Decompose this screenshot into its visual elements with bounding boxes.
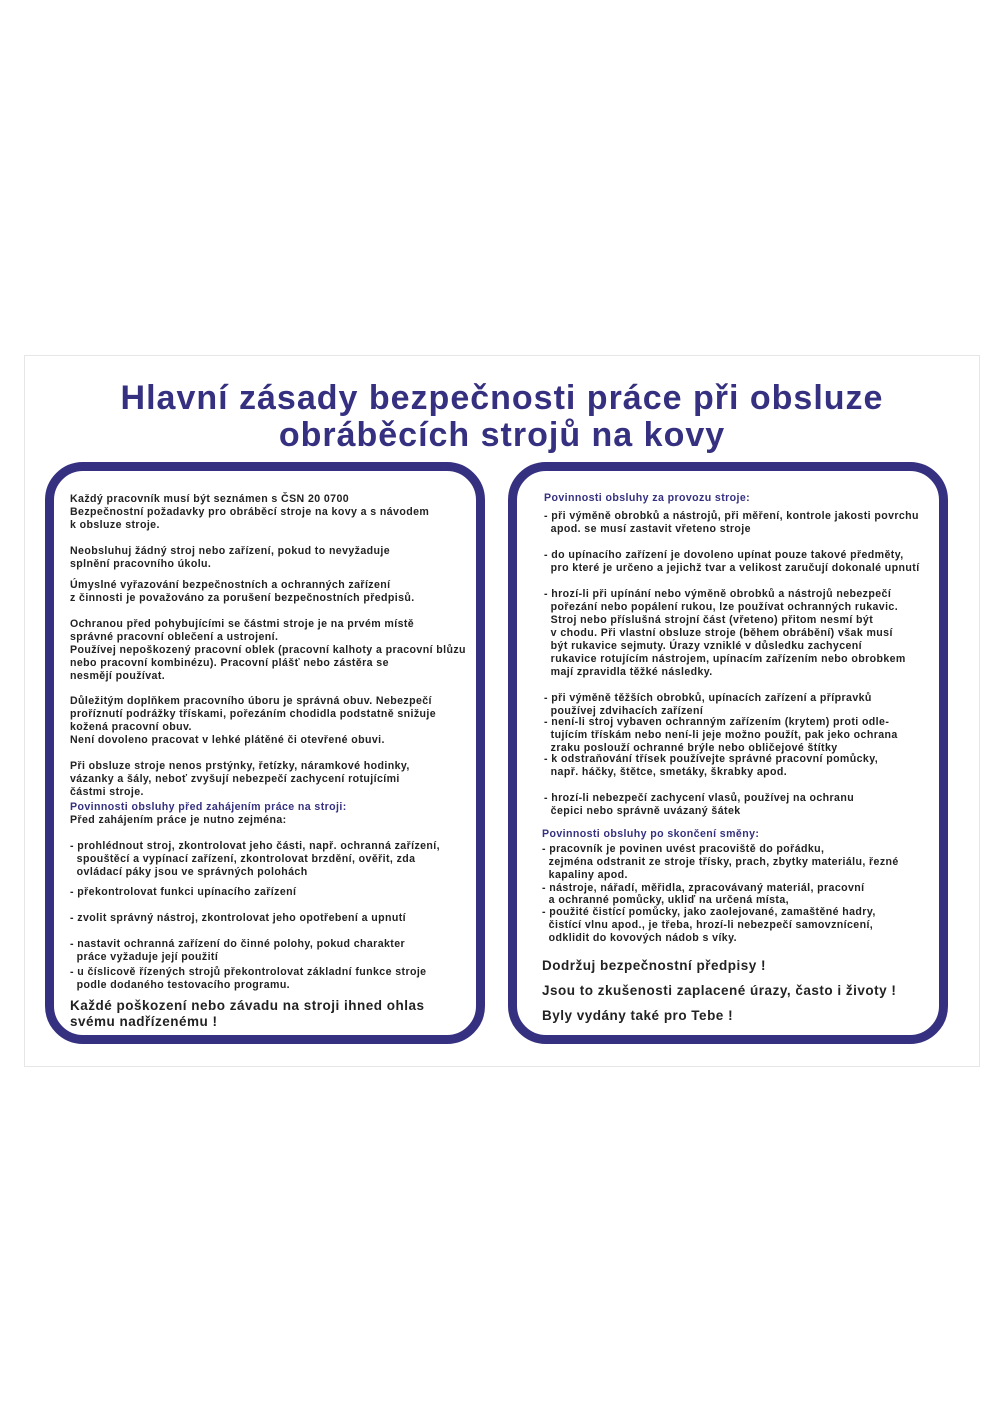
- list-item: - překontrolovat funkci upínacího zařízení: [70, 886, 297, 898]
- closing-notice: Byly vydány také pro Tebe !: [542, 1008, 734, 1023]
- closing-notice: Jsou to zkušenosti zaplacené úrazy, často i životy !: [542, 983, 897, 998]
- list-item: - nástroje, nářadí, měřidla, zpracovávaný materiál, pracovní: [542, 882, 865, 894]
- text-line: nebo pracovní kombinézu). Pracovní plášť nebo zástěra se: [70, 657, 389, 669]
- list-item: - hrozí-li nebezpečí zachycení vlasů, používej na ochranu: [544, 792, 855, 804]
- section-heading: Povinnosti obsluhy za provozu stroje:: [544, 492, 751, 504]
- left-panel: [45, 462, 485, 1044]
- list-item: - do upínacího zařízení je dovoleno upínat pouze takové předměty,: [544, 549, 904, 561]
- text-line: tujícím třískám nebo není-li jeje možno použít, pak jeko ochrana: [544, 729, 898, 741]
- text-line: Důležitým doplňkem pracovního úboru je správná obuv. Nebezpečí: [70, 695, 432, 707]
- section-heading: Povinnosti obsluhy před zahájením práce na stroji:: [70, 801, 347, 813]
- list-item: - prohlédnout stroj, zkontrolovat jeho části, např. ochranná zařízení,: [70, 840, 440, 852]
- list-item: - použité čistící pomůcky, jako zaolejované, zamaštěné hadry,: [542, 906, 876, 918]
- text-line: být rukavice sejmuty. Úrazy vzniklé v důsledku zachycení: [544, 640, 862, 652]
- text-line: z činnosti je považováno za porušení bezpečnostních předpisů.: [70, 592, 415, 604]
- text-line: Před zahájením práce je nutno zejména:: [70, 814, 287, 826]
- list-item: - k odstraňování třísek používejte správné pracovní pomůcky,: [544, 753, 879, 765]
- text-line: Stroj nebo příslušná strojní část (vřeteno) přitom nesmí být: [544, 614, 874, 626]
- text-line: zraku poslouží ochranné brýle nebo obličejové štítky: [544, 742, 838, 754]
- text-line: v chodu. Při vlastní obsluze stroje (během obrábění) však musí: [544, 627, 893, 639]
- text-line: apod. se musí zastavit vřeteno stroje: [544, 523, 751, 535]
- text-line: Každý pracovník musí být seznámen s ČSN 20 0700: [70, 493, 350, 505]
- text-line: pořezání nebo popálení rukou, lze používat ochranných rukavic.: [544, 601, 899, 613]
- closing-notice: svému nadřízenému !: [70, 1014, 218, 1029]
- text-line: splnění pracovního úkolu.: [70, 558, 212, 570]
- text-line: proříznutí podrážky třískami, pořezáním chodidla podstatně snižuje: [70, 708, 437, 720]
- title-line-2: obráběcích strojů na kovy: [278, 416, 726, 454]
- text-line: spouštěcí a vypínací zařízení, zkontrolovat brzdění, ověřit, zda: [70, 853, 416, 865]
- text-line: rukavice rotujícím nástrojem, upínacím zařízením nebo obrobkem: [544, 653, 906, 665]
- list-item: - při výměně těžších obrobků, upínacích zařízení a přípravků: [544, 692, 872, 704]
- text-line: k obsluze stroje.: [70, 519, 160, 531]
- text-line: kožená pracovní obuv.: [70, 721, 192, 733]
- text-line: ovládací páky jsou ve správných polohách: [70, 866, 308, 878]
- list-item: - při výměně obrobků a nástrojů, při měření, kontrole jakosti povrchu: [544, 510, 919, 522]
- text-line: Používej nepoškozený pracovní oblek (pracovní kalhoty a pracovní blůzu: [70, 644, 466, 656]
- text-line: nesmějí používat.: [70, 670, 166, 682]
- text-line: vázanky a šály, neboť zvyšují nebezpečí zachycení rotujícími: [70, 773, 400, 785]
- text-line: Bezpečnostní požadavky pro obráběcí stroje na kovy a s návodem: [70, 506, 430, 518]
- right-panel: [508, 462, 948, 1044]
- list-item: - u číslicově řízených strojů překontrolovat základní funkce stroje: [70, 966, 427, 978]
- text-line: např. háčky, štětce, smetáky, škrabky apod.: [544, 766, 788, 778]
- text-line: Při obsluze stroje nenos prstýnky, řetízky, náramkové hodinky,: [70, 760, 410, 772]
- text-line: Ochranou před pohybujícími se částmi stroje je na prvém místě: [70, 618, 415, 630]
- title-line-1: Hlavní zásady bezpečnosti práce při obsluze: [120, 379, 884, 417]
- text-line: Neobsluhuj žádný stroj nebo zařízení, pokud to nevyžaduje: [70, 545, 391, 557]
- list-item: - nastavit ochranná zařízení do činné polohy, pokud charakter: [70, 938, 406, 950]
- text-line: podle dodaného testovacího programu.: [70, 979, 291, 991]
- text-line: správné pracovní oblečení a ustrojení.: [70, 631, 279, 643]
- text-line: odklidit do kovových nádob s víky.: [542, 932, 737, 944]
- text-line: mají zpravidla těžké následky.: [544, 666, 713, 678]
- closing-notice: Dodržuj bezpečnostní předpisy !: [542, 958, 767, 973]
- section-heading: Povinnosti obsluhy po skončení směny:: [542, 828, 760, 840]
- text-line: kapaliny apod.: [542, 869, 628, 881]
- closing-notice: Každé poškození nebo závadu na stroji ihned ohlas: [70, 998, 425, 1013]
- text-line: pro které je určeno a jejichž tvar a velikost zaručují dokonalé upnutí: [544, 562, 920, 574]
- list-item: - není-li stroj vybaven ochranným zařízením (krytem) proti odle-: [544, 716, 890, 728]
- text-line: čepici nebo správně uvázaný šátek: [544, 805, 741, 817]
- text-line: používej zdvihacích zařízení: [544, 705, 704, 717]
- text-line: Úmyslné vyřazování bezpečnostních a ochranných zařízení: [70, 579, 391, 591]
- text-line: a ochranné pomůcky, ukliď na určená místa,: [542, 894, 789, 906]
- text-line: Není dovoleno pracovat v lehké plátěné či otevřené obuvi.: [70, 734, 385, 746]
- list-item: - zvolit správný nástroj, zkontrolovat jeho opotřebení a upnutí: [70, 912, 406, 924]
- text-line: částmi stroje.: [70, 786, 144, 798]
- text-line: práce vyžaduje její použití: [70, 951, 219, 963]
- list-item: - pracovník je povinen uvést pracoviště do pořádku,: [542, 843, 825, 855]
- list-item: - hrozí-li při upínání nebo výměně obrobků a nástrojů nebezpečí: [544, 588, 892, 600]
- text-line: čistící vlnu apod., je třeba, hrozí-li nebezpečí samovznícení,: [542, 919, 874, 931]
- text-line: zejména odstranit ze stroje třísky, prach, zbytky materiálu, řezné: [542, 856, 899, 868]
